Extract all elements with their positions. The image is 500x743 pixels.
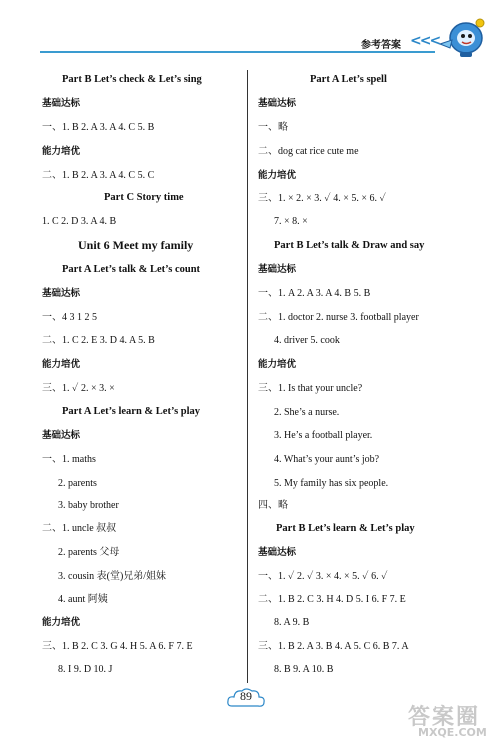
- answer-line: 三、1. ✓ 2. × 3. ×: [42, 383, 115, 394]
- answer-line: 2. She’s a nurse.: [274, 407, 340, 418]
- answer-line: 8. A 9. B: [274, 617, 310, 628]
- section-label: 基础达标: [258, 547, 297, 558]
- answer-line: 8. I 9. D 10. J: [58, 664, 113, 675]
- part-heading: Part C Story time: [104, 192, 184, 203]
- answer-line: 一、1. A 2. A 3. A 4. B 5. B: [258, 288, 371, 299]
- watermark-text: 答案圈: [408, 705, 481, 730]
- section-label: 基础达标: [258, 264, 297, 275]
- answer-line: 二、1. B 2. A 3. A 4. C 5. C: [42, 170, 155, 181]
- unit-heading: Unit 6 Meet my family: [78, 238, 194, 252]
- answer-line: 二、1. B 2. C 3. H 4. D 5. I 6. F 7. E: [258, 594, 406, 605]
- section-label: 基础达标: [258, 98, 297, 109]
- answer-line: 四、略: [258, 500, 288, 511]
- answer-line: 一、略: [258, 122, 288, 133]
- answer-line: 一、1. ✓ 2. ✓ 3. × 4. × 5. ✓ 6. ✓: [258, 571, 388, 582]
- answer-line: 二、1. doctor 2. nurse 3. football player: [258, 312, 419, 323]
- page-number-text: 89: [240, 689, 252, 703]
- answer-line: 3. baby brother: [58, 500, 119, 511]
- watermark-logo: [408, 700, 498, 742]
- answer-line: 4. What’s your aunt’s job?: [274, 454, 380, 465]
- answer-line: 三、1. × 2. × 3. ✓ 4. × 5. × 6. ✓: [258, 193, 386, 204]
- answer-line: 二、dog cat rice cute me: [258, 146, 359, 157]
- chevron-left-icons: <<<: [410, 33, 440, 49]
- part-heading: Part A Let’s talk & Let’s count: [62, 264, 201, 275]
- header-title: 参考答案: [361, 40, 401, 51]
- answer-line: 4. driver 5. cook: [274, 335, 340, 346]
- section-label: 基础达标: [42, 98, 81, 109]
- section-label: 能力培优: [258, 359, 297, 370]
- answer-line: 二、1. uncle 叔叔: [42, 523, 117, 534]
- answer-line: 1. C 2. D 3. A 4. B: [42, 216, 117, 227]
- answer-line: 8. B 9. A 10. B: [274, 664, 334, 675]
- answer-line: 2. parents 父母: [58, 547, 120, 558]
- section-label: 基础达标: [42, 430, 81, 441]
- section-label: 能力培优: [42, 617, 81, 628]
- answer-line: 4. aunt 阿姨: [58, 594, 108, 605]
- page-number: [226, 686, 266, 710]
- part-heading: Part B Let’s check & Let’s sing: [62, 74, 202, 85]
- answer-line: 二、1. C 2. E 3. D 4. A 5. B: [42, 335, 155, 346]
- answer-line: 三、1. B 2. C 3. G 4. H 5. A 6. F 7. E: [42, 641, 193, 652]
- answer-line: 三、1. Is that your uncle?: [258, 383, 363, 394]
- answer-line: 一、1. B 2. A 3. A 4. C 5. B: [42, 122, 155, 133]
- section-label: 能力培优: [42, 146, 81, 157]
- answer-line: 一、4 3 1 2 5: [42, 312, 97, 323]
- column-divider: [247, 70, 248, 683]
- mascot-icon: [436, 14, 488, 60]
- watermark-url: MXQE.COM: [418, 726, 487, 739]
- part-heading: Part B Let’s talk & Draw and say: [274, 240, 425, 251]
- answer-line: 一、1. maths: [42, 454, 96, 465]
- part-heading: Part B Let’s learn & Let’s play: [276, 523, 415, 534]
- answer-line: 7. × 8. ×: [274, 216, 308, 227]
- section-label: 能力培优: [258, 170, 297, 181]
- answer-line: 2. parents: [58, 478, 97, 489]
- answer-line: 5. My family has six people.: [274, 478, 389, 489]
- part-heading: Part A Let’s learn & Let’s play: [62, 406, 201, 417]
- answer-line: 3. cousin 表(堂)兄弟/姐妹: [58, 571, 167, 582]
- header-rule: [40, 51, 435, 53]
- part-heading: Part A Let’s spell: [310, 74, 387, 85]
- section-label: 基础达标: [42, 288, 81, 299]
- answer-line: 3. He’s a football player.: [274, 430, 373, 441]
- answer-line: 三、1. B 2. A 3. B 4. A 5. C 6. B 7. A: [258, 641, 409, 652]
- section-label: 能力培优: [42, 359, 81, 370]
